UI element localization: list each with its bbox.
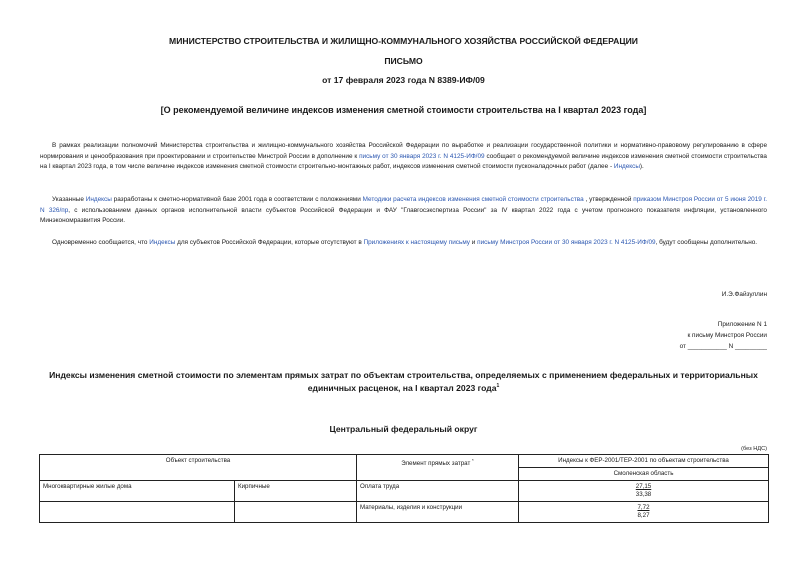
paragraph-1-text-c: ). bbox=[639, 163, 644, 170]
header-element bbox=[357, 455, 519, 481]
cell-element: Материалы, изделия и конструкции bbox=[357, 502, 519, 523]
paragraph-2-text-d: , с использованием данных органов исполнительной власти субъектов Российской Федерации и ФАУ "Главгосэкспертиза России" за IV квартал 2022 года с учетом прогнозного показателя инфляции, установленного Минэкономразвития России. bbox=[40, 206, 767, 224]
header-element-footnote: * bbox=[472, 458, 474, 463]
header-region: Смоленская область bbox=[519, 468, 769, 481]
paragraph-3-text-a: Одновременно сообщается, что bbox=[52, 239, 150, 246]
paragraph-3-text-b: для субъектов Российской Федерации, которые отсутствуют в bbox=[175, 239, 364, 246]
paragraph-1-text-a: В рамках реализации полномочий Министерства строительства и жилищно-коммунального хозяйства Российской Федерации по выработке и реализации государственной политики и нормативно-правовому регулированию в сфере нормирования и ценообразования при проектировании и строительстве Минстрой России в дополнение к bbox=[40, 142, 767, 160]
doc-date: от 17 февраля 2023 года N 8389-ИФ/09 bbox=[322, 75, 485, 85]
link-letter-4125[interactable]: письму Минстроя России от 30 января 2023 г. N 4125-ИФ/09 bbox=[477, 239, 656, 246]
cell-value-secondary: 33,38 bbox=[635, 491, 652, 498]
link-order-326[interactable]: приказом Минстроя России от 5 июня 2019 г. N 326/пр bbox=[40, 196, 767, 214]
indices-table bbox=[39, 454, 769, 523]
cell-value-primary: 7,72 bbox=[637, 504, 650, 511]
paragraph-3 bbox=[40, 238, 767, 249]
link-appendices[interactable]: Приложениях к настоящему письму bbox=[363, 239, 470, 246]
appendix-n-label: N bbox=[728, 343, 734, 350]
appendix-line-3 bbox=[680, 342, 767, 352]
cell-object bbox=[40, 502, 235, 523]
appendix-title-footnote: 1 bbox=[496, 383, 500, 389]
link-indices[interactable]: Индексы bbox=[613, 163, 640, 170]
appendix-title bbox=[40, 370, 767, 394]
signature: И.Э.Файзуллин bbox=[721, 291, 767, 298]
paragraph-1-text-b: сообщает о рекомендуемой величине индексов изменения сметной стоимости строительства на I квартал 2023 года, в том числе величине индексов изменения сметной стоимости строительно-монтажных работ, индексов изменения сметной стоимости пусконаладочных работ (далее - bbox=[40, 152, 767, 170]
header-indices: Индексы к ФЕР-2001/ТЕР-2001 по объектам строительства bbox=[519, 455, 769, 468]
cell-material: Кирпичные bbox=[235, 481, 357, 502]
cell-value-primary: 27,15 bbox=[635, 483, 652, 490]
doc-type: ПИСЬМО bbox=[384, 56, 423, 66]
appendix-number-blank: _________ bbox=[735, 343, 767, 350]
table-header-row bbox=[40, 455, 769, 468]
link-indices[interactable]: Индексы bbox=[149, 239, 176, 246]
ministry-title: МИНИСТЕРСТВО СТРОИТЕЛЬСТВА И ЖИЛИЩНО-КОММУНАЛЬНОГО ХОЗЯЙСТВА РОССИЙСКОЙ ФЕДЕРАЦИИ bbox=[169, 36, 638, 46]
appendix-line-1: Приложение N 1 bbox=[717, 321, 767, 328]
table-row bbox=[40, 481, 769, 502]
appendix-line-2: к письму Минстроя России bbox=[687, 332, 767, 339]
link-methodology[interactable]: Методики расчета индексов изменения сметной стоимости строительства bbox=[362, 196, 584, 203]
doc-subject: [О рекомендуемой величине индексов изменения сметной стоимости строительства на I квартал 2023 года] bbox=[160, 105, 647, 115]
cell-material bbox=[235, 502, 357, 523]
link-letter-4125[interactable]: письму от 30 января 2023 г. N 4125-ИФ/09 bbox=[359, 152, 485, 160]
paragraph-3-text-d: , будут сообщены дополнительно. bbox=[655, 239, 758, 246]
cell-value-secondary: 8,27 bbox=[637, 512, 650, 519]
paragraph-1 bbox=[40, 141, 767, 173]
appendix-date-blank: ___________ bbox=[687, 343, 727, 350]
paragraph-3-text-c: и bbox=[470, 239, 478, 246]
appendix-from-label: от bbox=[679, 343, 686, 350]
header-element-text: Элемент прямых затрат bbox=[401, 460, 471, 468]
paragraph-2-text-c: , утвержденной bbox=[583, 196, 634, 203]
cell-values bbox=[519, 481, 769, 502]
link-indices[interactable]: Индексы bbox=[85, 196, 112, 203]
paragraph-2 bbox=[40, 195, 767, 227]
paragraph-2-text-a: Указанные bbox=[52, 196, 86, 203]
table-row bbox=[40, 502, 769, 523]
cell-element: Оплата труда bbox=[357, 481, 519, 502]
vat-note: (без НДС) bbox=[741, 446, 767, 452]
header-object: Объект строительства bbox=[40, 455, 357, 481]
district-title: Центральный федеральный округ bbox=[329, 424, 478, 434]
appendix-title-text: Индексы изменения сметной стоимости по элементам прямых затрат по объектам строительства, определяемых с применением федеральных и территориальных единичных расценок, на I квартал 2023 года bbox=[49, 370, 758, 393]
cell-object: Многоквартирные жилые дома bbox=[40, 481, 235, 502]
cell-values bbox=[519, 502, 769, 523]
paragraph-2-text-b: разработаны к сметно-нормативной базе 2001 года в соответствии с положениями bbox=[111, 196, 363, 203]
